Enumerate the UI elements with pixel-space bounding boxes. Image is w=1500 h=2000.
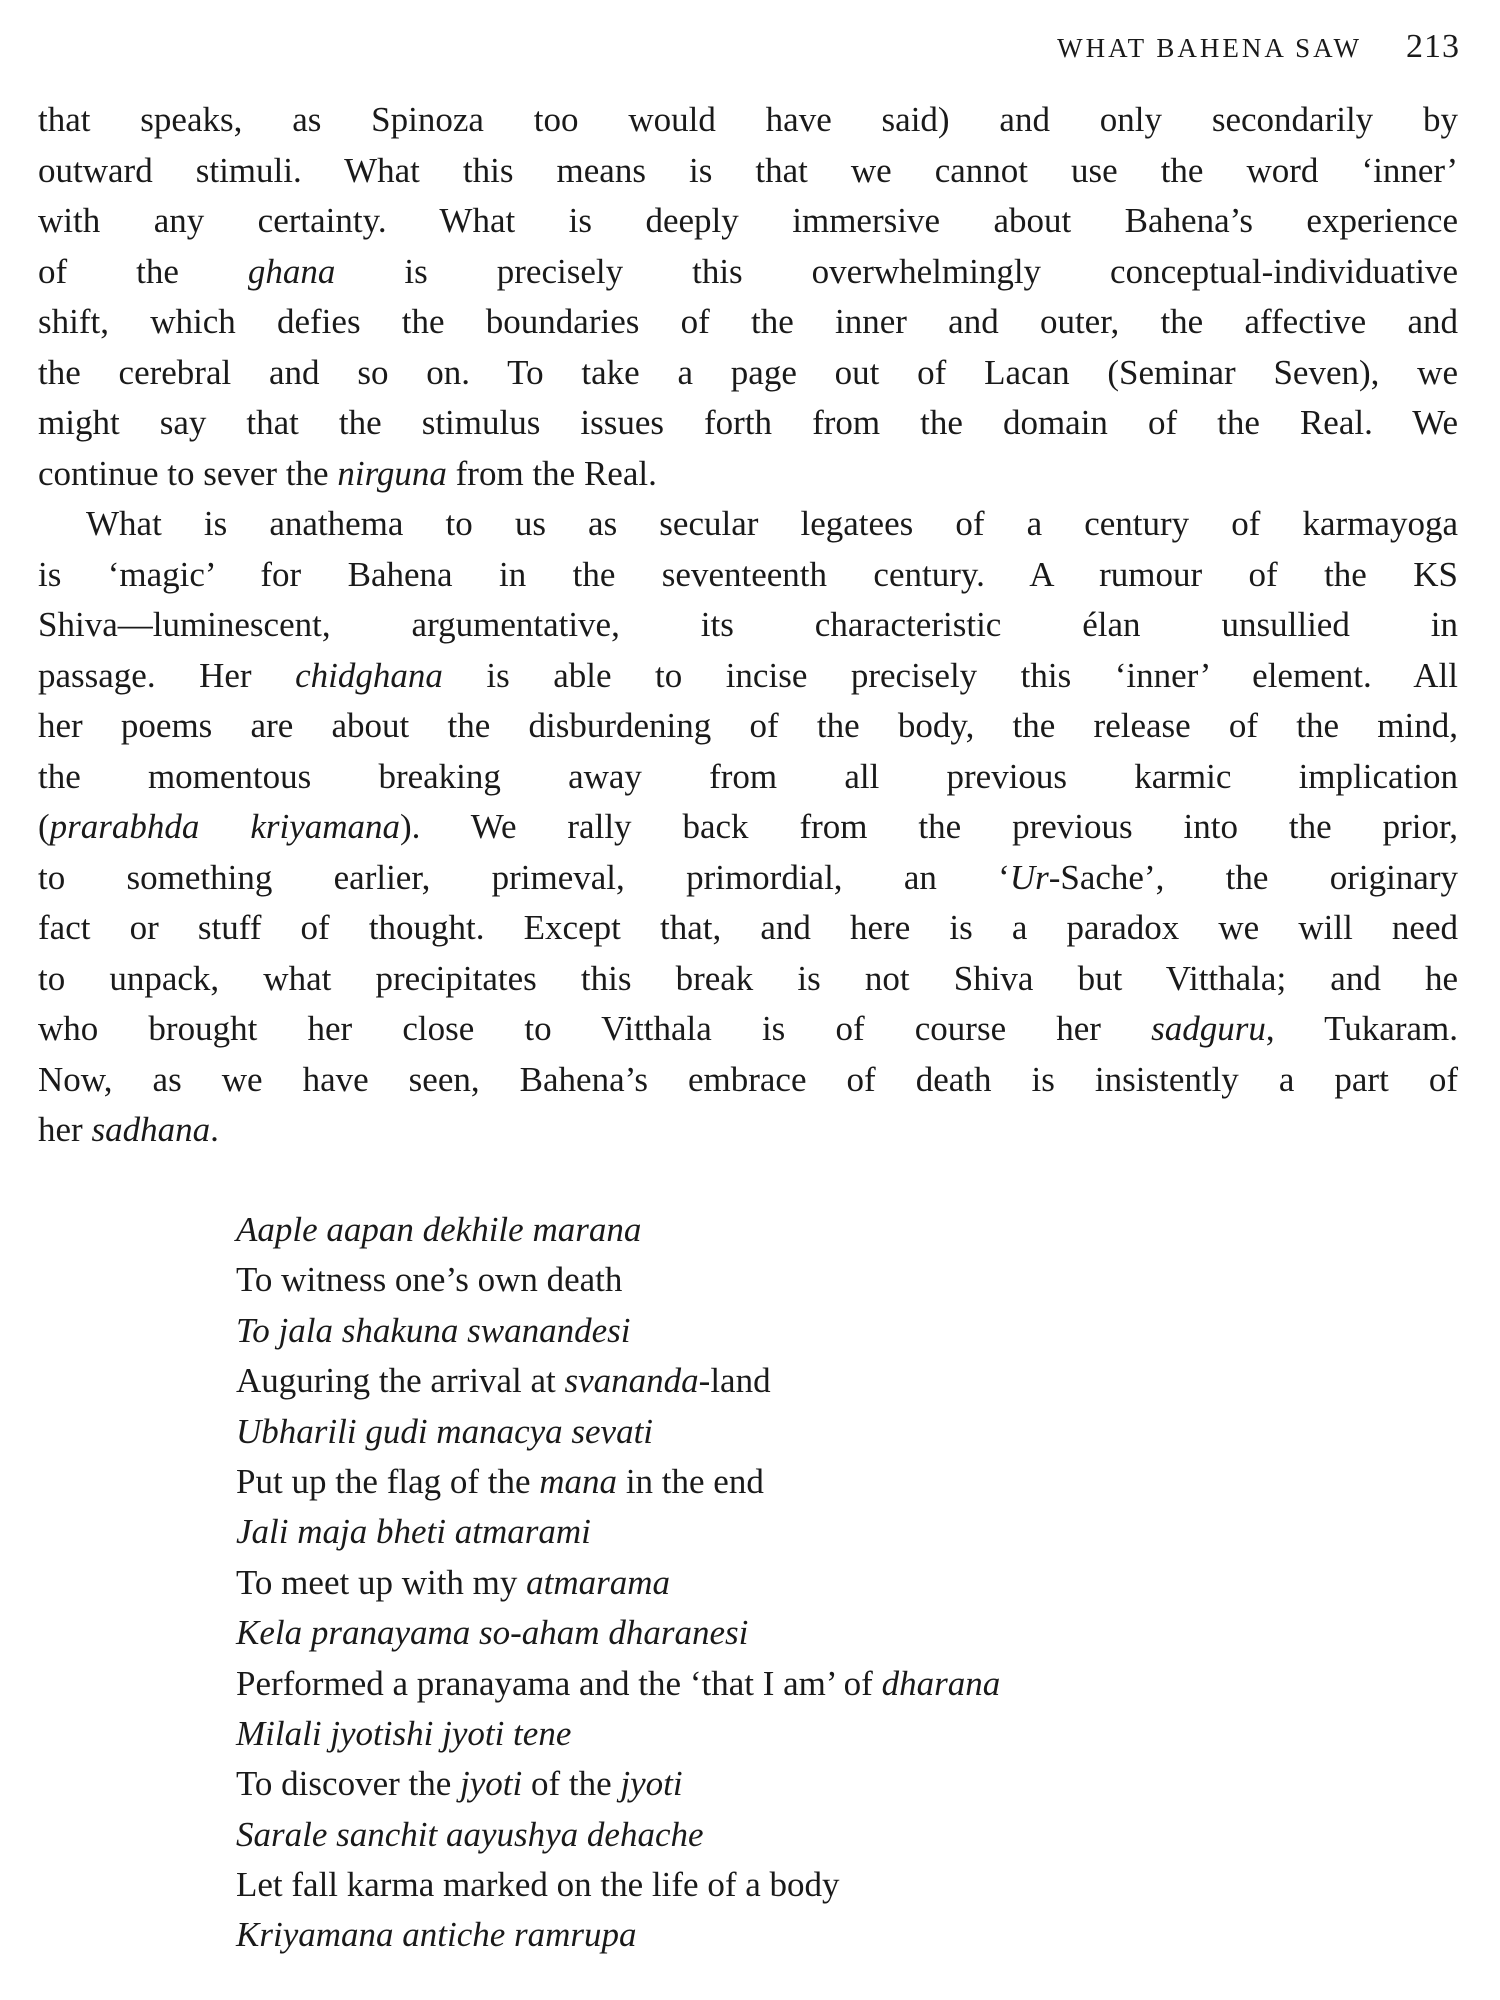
italic-term: sadhana bbox=[91, 1110, 211, 1149]
text-line: Shiva—luminescent, argumentative, its characteristic élan unsullied in bbox=[38, 605, 1458, 644]
verse-block bbox=[236, 1205, 1000, 1961]
text-line: with any certainty. What is deeply immersive about Bahena’s experience bbox=[38, 201, 1458, 240]
italic-term: atmarama bbox=[526, 1562, 671, 1602]
text-line: might say that the stimulus issues forth from the domain of the Real. We bbox=[38, 403, 1458, 442]
body-text bbox=[38, 95, 1458, 1156]
text-line: the cerebral and so on. To take a page out of Lacan (Seminar Seven), we bbox=[38, 352, 1458, 392]
italic-term: sadguru bbox=[1151, 1009, 1266, 1048]
text-line: is ‘magic’ for Bahena in the seventeenth century. A rumour of the KS bbox=[38, 554, 1458, 594]
italic-term: Ur bbox=[1009, 857, 1049, 897]
text-line: the momentous breaking away from all previous karmic implication bbox=[38, 756, 1458, 796]
text-line: passage. Her chidghana is able to incise precisely this ‘inner’ element. All bbox=[38, 655, 1458, 695]
text-line: of the ghana is precisely this overwhelmingly conceptual-individuative bbox=[38, 251, 1458, 291]
paragraph-1 bbox=[38, 95, 1458, 499]
verse-line-english: Let fall karma marked on the life of a body bbox=[236, 1865, 840, 1905]
italic-term: ghana bbox=[247, 251, 336, 291]
text-line: outward stimuli. What this means is that we cannot use the word ‘inner’ bbox=[38, 150, 1458, 190]
running-title: WHAT BAHENA SAW bbox=[1057, 33, 1362, 63]
verse-line-english: Auguring the arrival at svananda-land bbox=[236, 1361, 771, 1401]
verse-line-marathi: Kela pranayama so-aham dharanesi bbox=[236, 1613, 749, 1653]
italic-term: chidghana bbox=[295, 655, 443, 695]
text-line: that speaks, as Spinoza too would have said) and only secondarily by bbox=[38, 100, 1458, 139]
text-line: What is anathema to us as secular legatees of a century of karmayoga bbox=[86, 504, 1458, 543]
verse-line-english: Put up the flag of the mana in the end bbox=[236, 1461, 764, 1501]
verse-line-marathi: Jali maja bheti atmarami bbox=[236, 1512, 591, 1552]
verse-line-english: Performed a pranayama and the ‘that I am’ of dharana bbox=[236, 1663, 1001, 1703]
verse-line-marathi: Milali jyotishi jyoti tene bbox=[236, 1713, 572, 1753]
italic-term: jyoti bbox=[460, 1764, 523, 1804]
italic-term: svananda bbox=[564, 1361, 699, 1401]
verse-line-english: To discover the jyoti of the jyoti bbox=[236, 1764, 683, 1804]
italic-term: prarabhda kriyamana bbox=[49, 807, 401, 846]
text-line: shift, which defies the boundaries of the inner and outer, the affective and bbox=[38, 302, 1458, 341]
page-number: 213 bbox=[1406, 28, 1460, 65]
text-line: Now, as we have seen, Bahena’s embrace of death is insistently a part of bbox=[38, 1059, 1458, 1099]
verse-line-marathi: Kriyamana antiche ramrupa bbox=[236, 1915, 637, 1955]
paragraph-2 bbox=[38, 499, 1458, 1156]
verse-line-marathi: Aaple aapan dekhile marana bbox=[236, 1210, 642, 1249]
verse-line-marathi: Sarale sanchit aayushya dehache bbox=[236, 1814, 704, 1854]
text-line: to something earlier, primeval, primordial, an ‘Ur-Sache’, the originary bbox=[38, 857, 1458, 897]
running-header bbox=[1057, 28, 1460, 66]
verse-line-english: To meet up with my atmarama bbox=[236, 1562, 671, 1602]
verse-line-marathi: Ubharili gudi manacya sevati bbox=[236, 1411, 654, 1451]
text-line: (prarabhda kriyamana). We rally back from the previous into the prior, bbox=[38, 807, 1458, 846]
italic-term: nirguna bbox=[337, 453, 447, 493]
text-line: fact or stuff of thought. Except that, and here is a paradox we will need bbox=[38, 908, 1458, 947]
italic-term: mana bbox=[539, 1461, 618, 1501]
text-line: continue to sever the nirguna from the Real. bbox=[38, 453, 657, 493]
verse-line-marathi: To jala shakuna swanandesi bbox=[236, 1310, 631, 1350]
italic-term: dharana bbox=[881, 1663, 1001, 1703]
text-line: her sadhana. bbox=[38, 1110, 219, 1149]
text-line: to unpack, what precipitates this break is not Shiva but Vitthala; and he bbox=[38, 958, 1458, 998]
text-line: who brought her close to Vitthala is of course her sadguru, Tukaram. bbox=[38, 1009, 1458, 1048]
italic-term: jyoti bbox=[620, 1764, 683, 1804]
text-line: her poems are about the disburdening of the body, the release of the mind, bbox=[38, 706, 1458, 745]
verse-line-english: To witness one’s own death bbox=[236, 1260, 623, 1300]
